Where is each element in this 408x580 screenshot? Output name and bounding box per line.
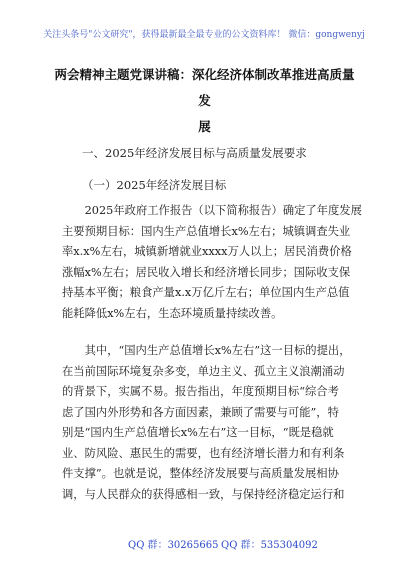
footer-qq-group-1: QQ 群：30265665 xyxy=(128,540,219,551)
title-line-2: 展 xyxy=(198,119,211,134)
paragraph-line: 虑了国内外形势和各方面因素，兼顾了需要与可能”，特 xyxy=(62,405,339,419)
header-promo-note: 关注头条号"公文研究"，获得最新最全最专业的公文资料库！ 微信：gongwenyj xyxy=(43,30,365,40)
subsection-heading-1: （一）2025年经济发展目标 xyxy=(82,178,227,192)
paragraph-line: 件支撑”。也就是说，整体经济发展要与高质量发展相协 xyxy=(62,467,339,480)
paragraph-line: 2025年政府工作报告（以下简称报告）确定了年度发展 xyxy=(62,204,362,217)
paragraph-line: 能耗降低x%左右，生态环境质量持续改善。 xyxy=(62,306,283,320)
document-title xyxy=(52,62,357,140)
paragraph-2 xyxy=(62,341,352,505)
paragraph-line: 在当前国际环境复杂多变，单边主义、孤立主义浪潮涌动 xyxy=(62,364,345,378)
paragraph-line: 业、防风险、惠民生的需要，也有经济增长潜力和有利条 xyxy=(62,446,345,460)
paragraph-line: 的背景下，实属不易。报告指出，年度预期目标“综合考 xyxy=(62,385,339,398)
paragraph-line: 主要预期目标：国内生产总值增长x%左右；城镇调查失业 xyxy=(62,224,351,238)
paragraph-line: 别是“国内生产总值增长x%左右”这一目标，“既是稳就 xyxy=(62,426,334,439)
footer-qq-group-2: QQ 群：535304092 xyxy=(221,540,318,551)
paragraph-line: 其中，“国内生产总值增长x%左右”这一目标的提出， xyxy=(62,344,351,357)
paragraph-line: 持基本平衡；粮食产量x.x万亿斤左右；单位国内生产总值 xyxy=(62,286,350,299)
paragraph-line: 涨幅x%左右；居民收入增长和经济增长同步；国际收支保 xyxy=(62,265,351,279)
section-heading-1: 一、2025年经济发展目标与高质量发展要求 xyxy=(82,146,307,160)
paragraph-1 xyxy=(62,201,362,324)
paragraph-line: 率x.x%左右，城镇新增就业xxxx万人以上；居民消费价格 xyxy=(62,245,352,258)
title-line-1: 两会精神主题党课讲稿：深化经济体制改革推进高质量发 xyxy=(54,67,355,108)
paragraph-line: 调，与人民群众的获得感相一致，与保持经济稳定运行和 xyxy=(62,487,345,501)
